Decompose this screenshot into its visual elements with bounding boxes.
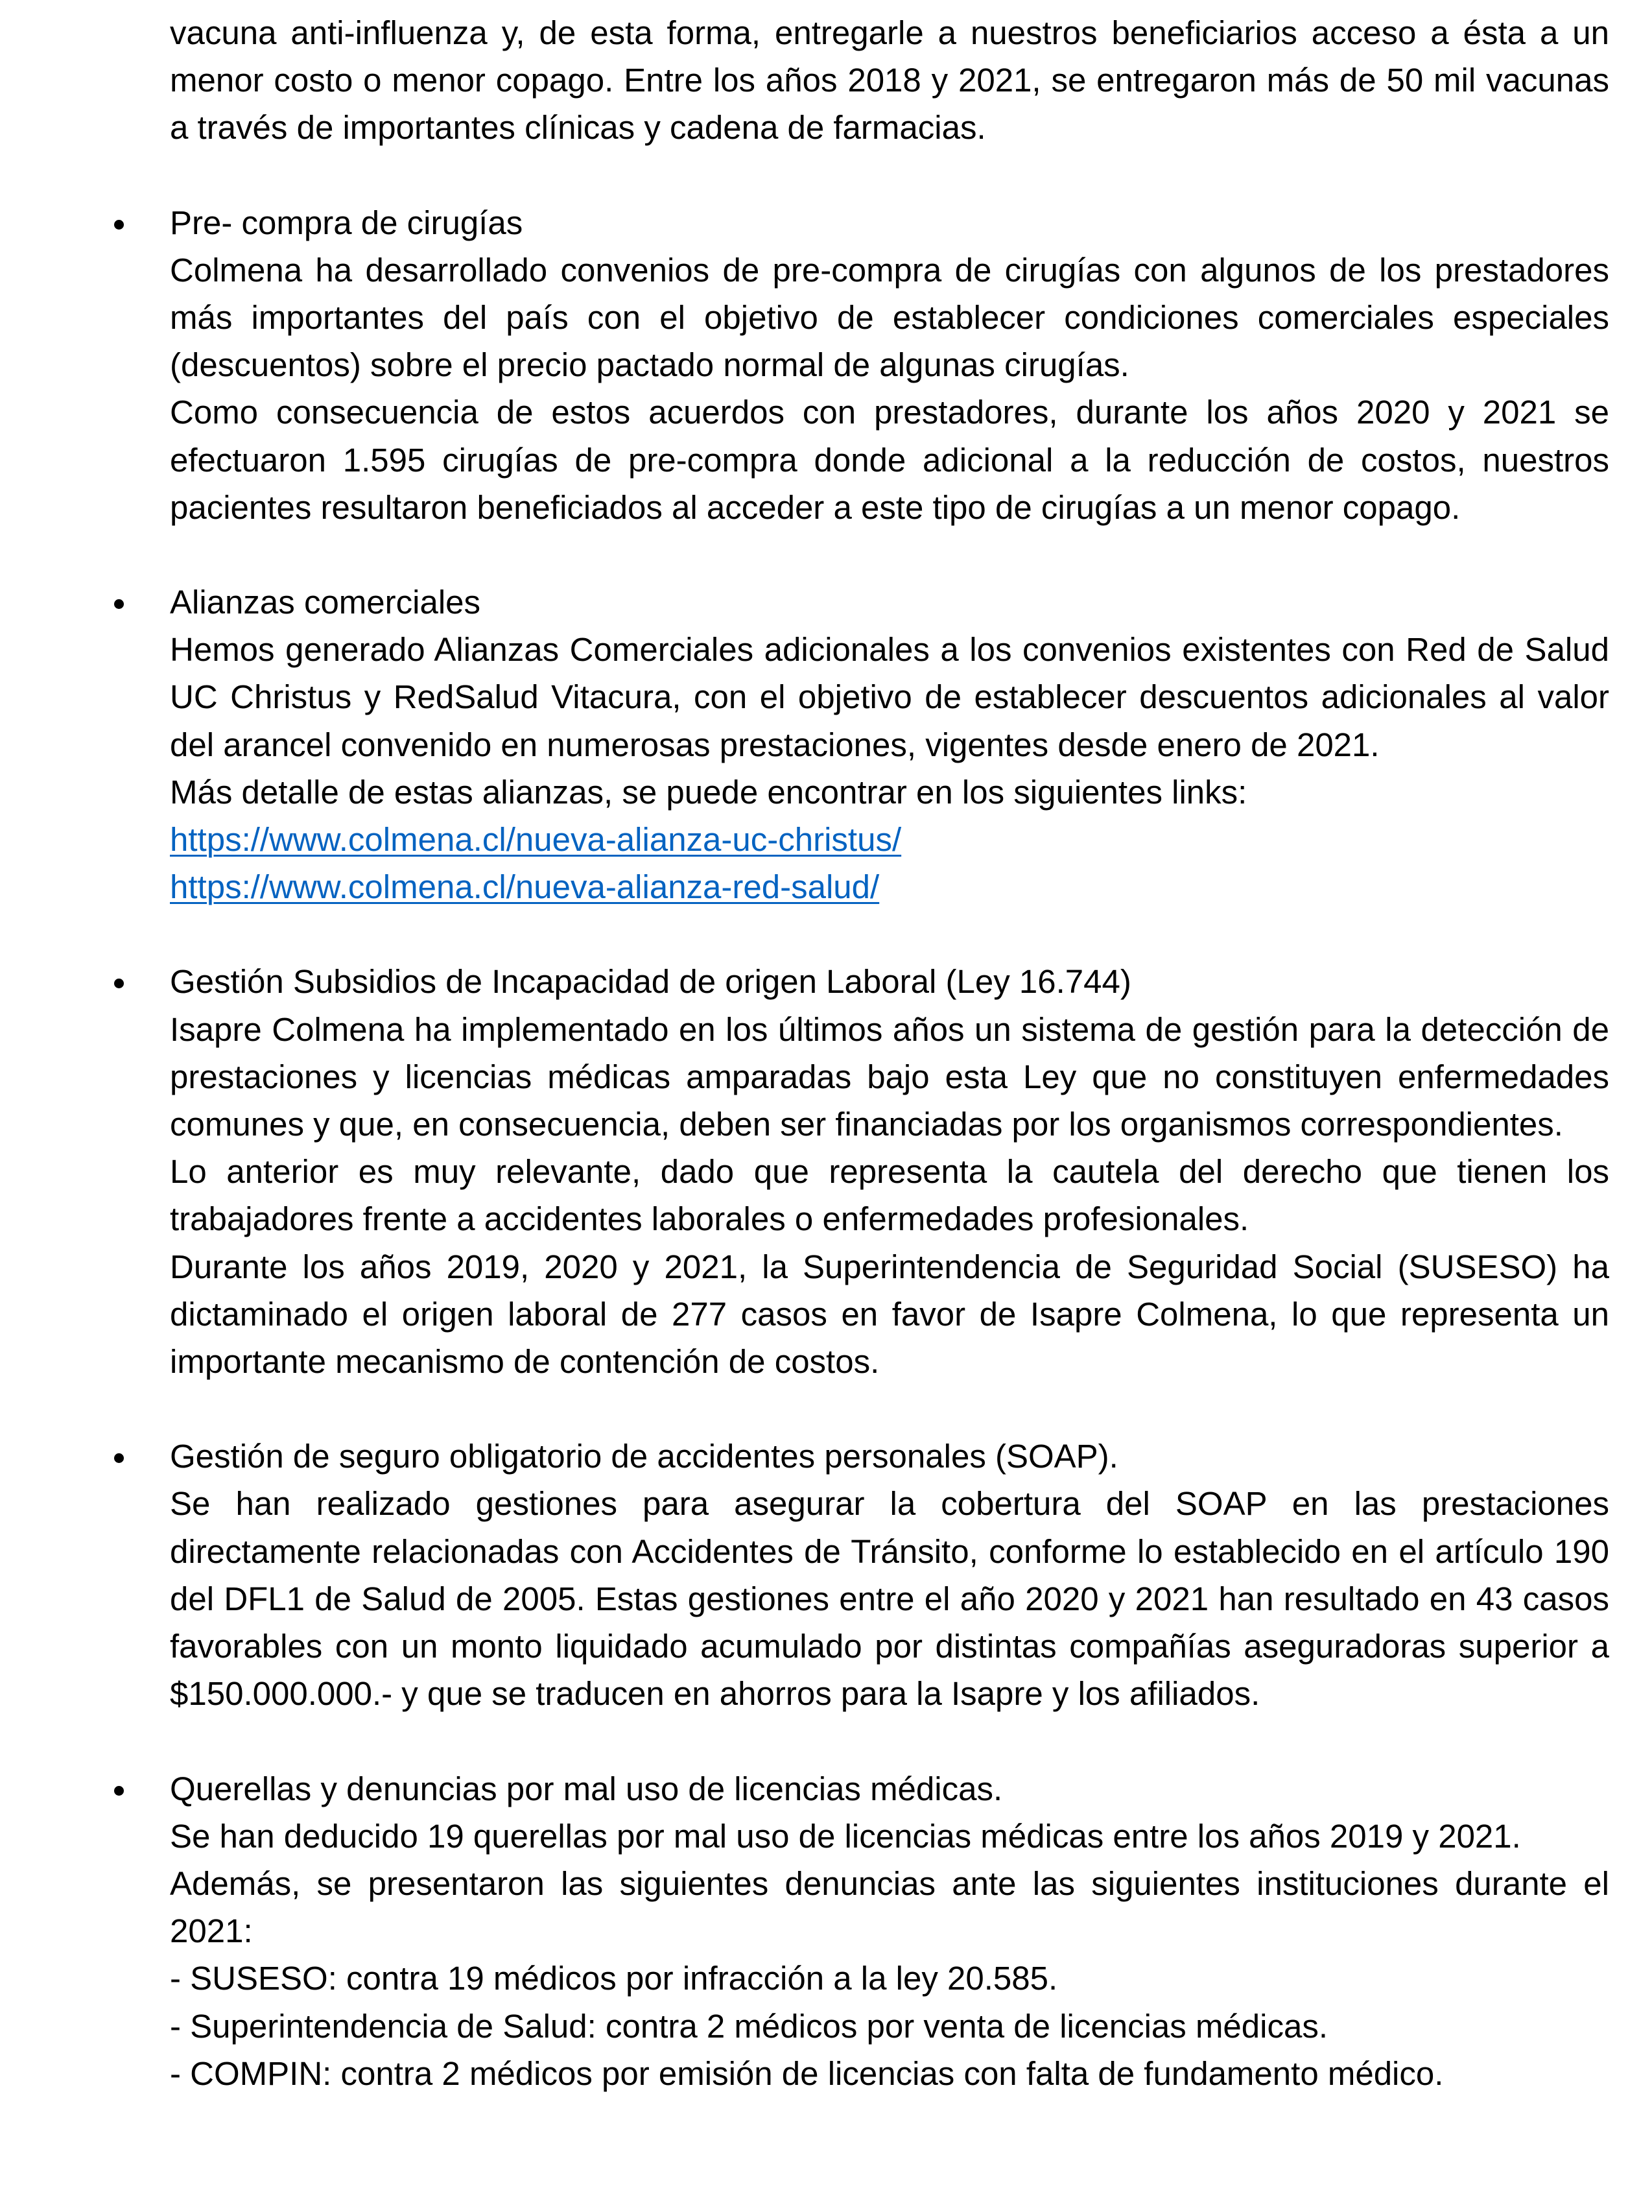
document-body [170, 9, 1609, 2097]
item-paragraph: Lo anterior es muy relevante, dado que representa la cautela del derecho que tienen los trabajadores frente a accidentes laborales o enfermedades profesionales. [170, 1153, 1609, 1238]
item-paragraph: Isapre Colmena ha implementado en los últimos años un sistema de gestión para la detección de prestaciones y licencias médicas amparadas bajo esta Ley que no constituyen enfermedades comunes y que, en consecuencia, deben ser financiadas por los organismos correspondientes. [170, 1010, 1609, 1143]
item-paragraph: Como consecuencia de estos acuerdos con prestadores, durante los años 2020 y 2021 se efectuaron 1.595 cirugías de pre-compra donde adicional a la reducción de costos, nuestros pacientes resultaron beneficiados al acceder a este tipo de cirugías a un menor copago. [170, 394, 1609, 526]
bullet-item-subsidios [170, 958, 1609, 1385]
bullet-icon [114, 1786, 124, 1796]
item-paragraph: Además, se presentaron las siguientes denuncias ante las siguientes instituciones durante el 2021: [170, 1864, 1609, 1950]
item-title: Pre- compra de cirugías [170, 204, 523, 241]
item-paragraph: Más detalle de estas alianzas, se puede encontrar en los siguientes links: [170, 773, 1247, 811]
link-red-salud[interactable]: https://www.colmena.cl/nueva-alianza-red-salud/ [170, 868, 880, 906]
item-paragraph: Colmena ha desarrollado convenios de pre-compra de cirugías con algunos de los prestadores más importantes del país con el objetivo de establecer condiciones comerciales especiales (descuentos) sobre el precio pactado normal de algunas cirugías. [170, 251, 1609, 384]
item-paragraph: Se han realizado gestiones para asegurar la cobertura del SOAP en las prestaciones directamente relacionadas con Accidentes de Tránsito, conforme lo establecido en el artículo 190 del DFL1 de Salud de 2005. Estas gestiones entre el año 2020 y 2021 han resultado en 43 casos favorables con un monto liquidado acumulado por distintas compañías aseguradoras superior a $150.000.000.- y que se traducen en ahorros para la Isapre y los afiliados. [170, 1485, 1609, 1713]
intro-paragraph: vacuna anti-influenza y, de esta forma, entregarle a nuestros beneficiarios acceso a ésta a un menor costo o menor copago. Entre los años 2018 y 2021, se entregaron más de 50 mil vacunas a través de importantes clínicas y cadena de farmacias. [170, 14, 1609, 147]
item-paragraph: Se han deducido 19 querellas por mal uso de licencias médicas entre los años 2019 y 2021. [170, 1817, 1521, 1855]
bullet-icon [114, 1453, 124, 1463]
item-title: Alianzas comerciales [170, 584, 481, 621]
list-line: - Superintendencia de Salud: contra 2 médicos por venta de licencias médicas. [170, 2007, 1328, 2045]
link-uc-christus[interactable]: https://www.colmena.cl/nueva-alianza-uc-christus/ [170, 821, 902, 859]
item-paragraph: Hemos generado Alianzas Comerciales adicionales a los convenios existentes con Red de Salud UC Christus y RedSalud Vitacura, con el objetivo de establecer descuentos adicionales al valor del arancel convenido en numerosas prestaciones, vigentes desde enero de 2021. [170, 631, 1609, 763]
bullet-icon [114, 979, 124, 988]
bullet-icon [114, 599, 124, 609]
list-line: - SUSESO: contra 19 médicos por infracción a la ley 20.585. [170, 1960, 1058, 1997]
item-title: Querellas y denuncias por mal uso de licencias médicas. [170, 1770, 1003, 1807]
item-paragraph: Durante los años 2019, 2020 y 2021, la Superintendencia de Seguridad Social (SUSESO) ha dictaminado el origen laboral de 277 casos en favor de Isapre Colmena, lo que representa un importante mecanismo de contención de costos. [170, 1248, 1609, 1381]
bullet-item-alianzas [170, 578, 1609, 910]
item-title: Gestión Subsidios de Incapacidad de origen Laboral (Ley 16.744) [170, 963, 1131, 1001]
bullet-icon [114, 220, 124, 230]
bullet-item-soap [170, 1433, 1609, 1717]
list-line: - COMPIN: contra 2 médicos por emisión de licencias con falta de fundamento médico. [170, 2054, 1444, 2092]
bullet-item-pre-compra [170, 199, 1609, 531]
item-title: Gestión de seguro obligatorio de accidentes personales (SOAP). [170, 1438, 1118, 1475]
bullet-item-querellas [170, 1765, 1609, 2097]
